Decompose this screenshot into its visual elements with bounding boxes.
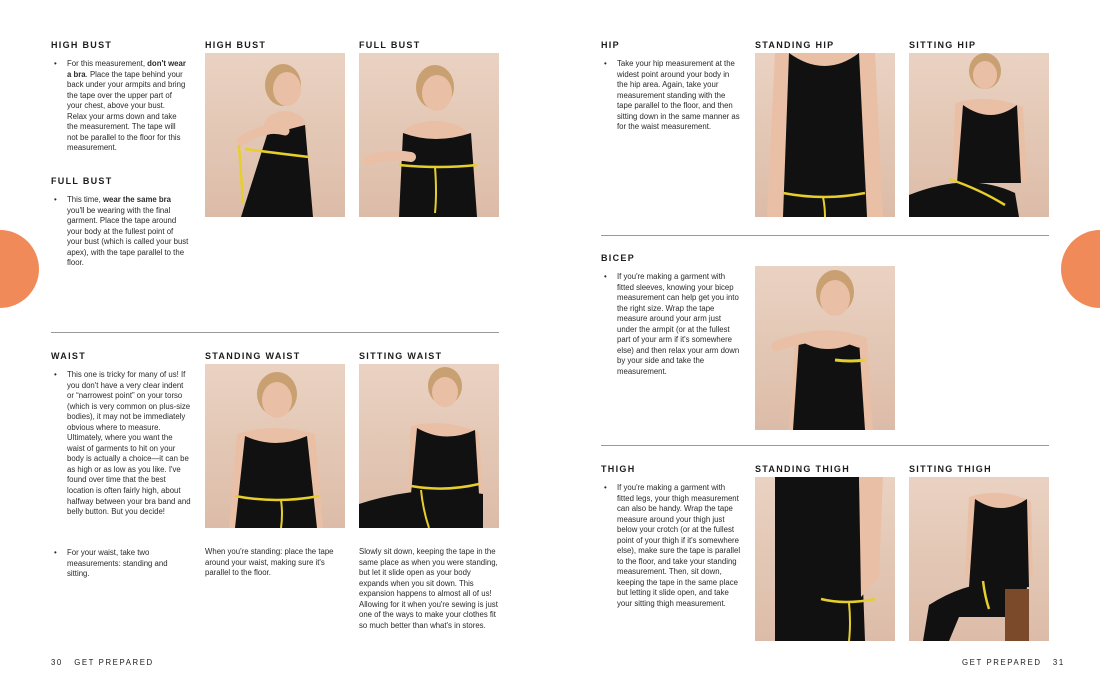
left-folio (51, 658, 154, 667)
bullet-dot: • (604, 59, 607, 68)
standing-waist-caption: When you're standing: place the tape around your waist, making sure it's parallel to the floor. (205, 547, 334, 578)
waist-heading: WAIST (51, 351, 86, 361)
page-number: 30 (51, 658, 63, 667)
sitting-waist-caption: Slowly sit down, keeping the tape in the same place as when you were standing, but let it slide open as your body expands when you sit down. This expansion happens to almost all of us! Allowing for it when you're sewing is just one of the ways to make your clothes fit so much better than what's in stores. (359, 547, 498, 630)
sitting-thigh-photo (909, 477, 1049, 641)
waist-bullet-1: • This one is tricky for many of us! If you don't have a very clear indent or “narrowest point” on your torso (which is very common on plus-size bodies), it may not be immediately obvious where to measure. Ultimately, where you want the waist of garments to hit on your body is actually a choice—it can be as high or as low as you like. I've found over time that the best location is often fairly high, about halfway between your bra band and belly button. But you decide! (54, 370, 191, 517)
hip-bullet: • Take your hip measurement at the widest point around your body in the hip area. Again, take your measurement standing with the tape parallel to the floor, and then sitting down in the same manner as for the waist measurement. (604, 59, 740, 132)
photo-label-sitting-hip: SITTING HIP (909, 40, 977, 50)
photo-label-sitting-waist: SITTING WAIST (359, 351, 443, 361)
high-bust-emphasis: don't wear a bra (67, 59, 186, 79)
right-divider-2 (601, 445, 1049, 446)
standing-waist-photo (205, 364, 345, 528)
sitting-waist-photo (359, 364, 499, 528)
standing-hip-photo (755, 53, 895, 217)
high-bust-heading: HIGH BUST (51, 40, 113, 50)
bicep-bullet: • If you're making a garment with fitted sleeves, knowing your bicep measurement can help get you into the right size. Wrap the tape measure around your arm just under the armpit (or at the fullest part of your arm if it's somewhere else) and then relax your arm down by your side and take the measurement. (604, 272, 740, 376)
bullet-dot: • (54, 59, 57, 68)
standing-thigh-photo (755, 477, 895, 641)
high-bust-bullet: • For this measurement, don't wear a bra. Place the tape behind your back under your armpits and bring the tape over the upper part of your chest, above your bust. Relax your arms down and take the measurement. The tape will not be parallel to the floor for this measurement. (54, 59, 186, 153)
sitting-hip-photo (909, 53, 1049, 217)
photo-label-high-bust: HIGH BUST (205, 40, 267, 50)
left-accent-circle (0, 230, 39, 308)
right-accent-circle (1061, 230, 1100, 308)
page-number: 31 (1052, 658, 1065, 667)
photo-label-sitting-thigh: SITTING THIGH (909, 464, 992, 474)
bicep-photo (755, 266, 895, 430)
full-bust-emphasis: wear the same bra (102, 195, 172, 204)
bullet-dot: • (54, 195, 57, 204)
photo-label-standing-hip: STANDING HIP (755, 40, 835, 50)
thigh-heading: THIGH (601, 464, 636, 474)
thigh-bullet: • If you're making a garment with fitted legs, your thigh measurement can also be handy. Wrap the tape measure around your thigh just below your crotch (or at the fullest point of your thigh if it's somewhere else), make sure the tape is parallel to the floor, and take your standing measurement. Then, sit down, keeping the tape in the same place but letting it slide open, and take your sitting thigh measurement. (604, 483, 741, 609)
left-section-divider (51, 332, 499, 333)
full-bust-heading: FULL BUST (51, 176, 113, 186)
right-folio (962, 658, 1065, 667)
high-bust-photo (205, 53, 345, 217)
bicep-heading: BICEP (601, 253, 636, 263)
waist-bullet-2: • For your waist, take two measurements: standing and sitting. (54, 548, 168, 579)
photo-label-standing-thigh: STANDING THIGH (755, 464, 851, 474)
full-bust-bullet: • This time, wear the same bra you'll be wearing with the final garment. Place the tape around your body at the fullest point of your bust (which is called your bust apex), with the tape parallel to the floor. (54, 195, 189, 268)
section-title: GET PREPARED (74, 658, 154, 667)
hip-heading: HIP (601, 40, 620, 50)
photo-label-full-bust: FULL BUST (359, 40, 421, 50)
right-divider-1 (601, 235, 1049, 236)
full-bust-photo (359, 53, 499, 217)
bullet-dot: • (604, 483, 607, 492)
section-title: GET PREPARED (962, 658, 1042, 667)
bullet-dot: • (604, 272, 607, 281)
bullet-dot: • (54, 548, 57, 557)
bullet-dot: • (54, 370, 57, 379)
photo-label-standing-waist: STANDING WAIST (205, 351, 301, 361)
